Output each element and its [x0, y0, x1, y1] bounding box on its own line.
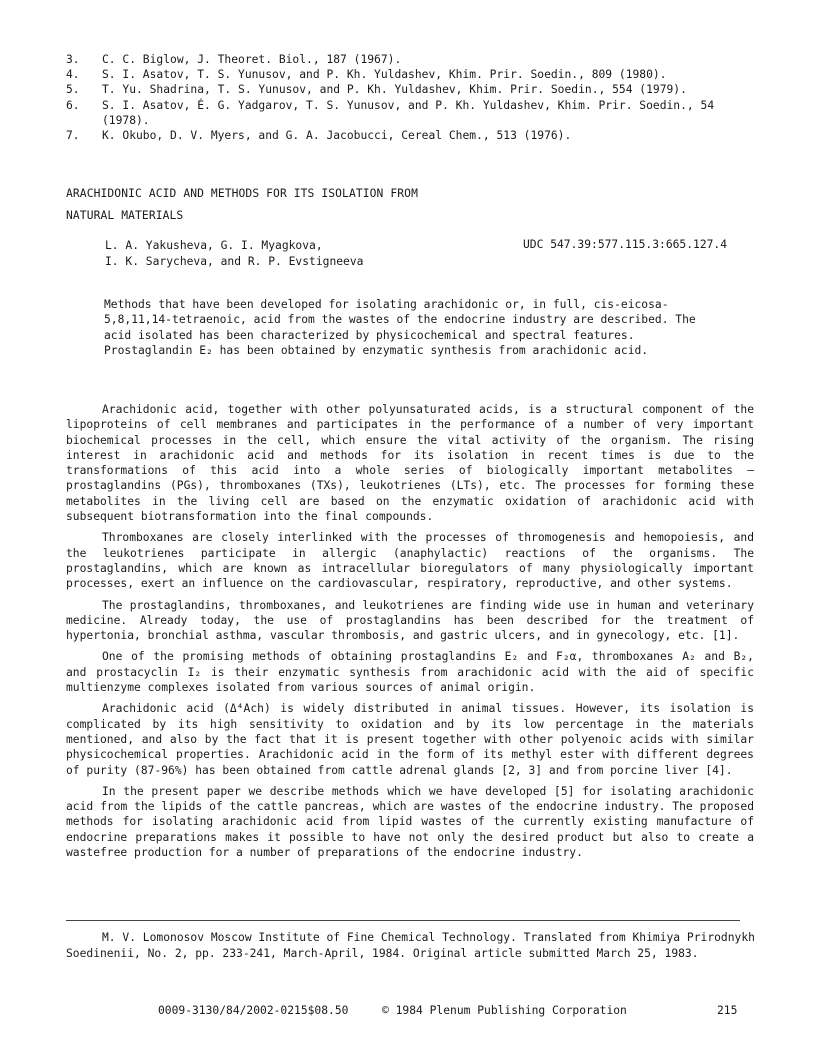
- reference-text: C. C. Biglow, J. Theoret. Biol., 187 (1967).: [102, 53, 402, 66]
- reference-list: [66, 52, 756, 143]
- abstract: Methods that have been developed for isolating arachidonic or, in full, cis-eicosa-5,8,11,14-tetraenoic, acid from the wastes of the endocrine industry are described. The acid isolated has been characterized by physicochemical and spectral features. Prostaglandin E₂ has been obtained by enzymatic synthesis from arachidonic acid.: [104, 298, 696, 357]
- reference-text: T. Yu. Shadrina, T. S. Yunusov, and P. Kh. Yuldashev, Khim. Prir. Soedin., 554 (1979).: [102, 83, 687, 97]
- authors-line-1: L. A. Yakusheva, G. I. Myagkova,: [105, 239, 323, 252]
- article-title-line-2: NATURAL MATERIALS: [66, 209, 184, 222]
- reference-number: 7.: [66, 129, 80, 143]
- copyright-notice: © 1984 Plenum Publishing Corporation: [382, 1004, 627, 1017]
- reference-number: 6.: [66, 98, 80, 112]
- reference-item: [66, 98, 756, 128]
- reference-number: 4.: [66, 68, 80, 82]
- article-body: [66, 402, 754, 866]
- reference-item: [66, 52, 756, 67]
- reference-item: [66, 82, 756, 97]
- reference-number: 3.: [66, 53, 80, 66]
- udc-code: UDC 547.39:577.115.3:665.127.4: [523, 238, 728, 251]
- reference-text: S. I. Asatov, T. S. Yunusov, and P. Kh. Yuldashev, Khim. Prir. Soedin., 809 (1980).: [102, 68, 667, 82]
- reference-item: [66, 67, 756, 82]
- body-paragraph: The prostaglandins, thromboxanes, and leukotrienes are finding wide use in human and veterinary medicine. Already today, the use of prostaglandins has been described for the treatment of hypertonia, bronchial asthma, vascular thrombosis, and gastric ulcers, and in gynecology, etc. [1].: [66, 598, 754, 643]
- footnote-divider: [66, 920, 740, 921]
- body-paragraph: One of the promising methods of obtaining prostaglandins E₂ and F₂α, thromboxanes A₂ and B₂, and prostacyclin I₂ is their enzymatic synthesis from arachidonic acid with the aid of specific multienzyme complexes isolated from various sources of animal origin.: [66, 650, 754, 695]
- body-paragraph: Arachidonic acid (Δ⁴Ach) is widely distributed in animal tissues. However, its isolation is complicated by its high sensitivity to oxidation and by its low percentage in the materials mentioned, and also by the fact that it is present together with other polyenoic acids with similar physicochemical properties. Arachidonic acid in the form of its methyl ester with different degrees of purity (87-96%) has been obtained from cattle adrenal glands [2, 3] and from porcine liver [4].: [66, 702, 754, 777]
- reference-text: K. Okubo, D. V. Myers, and G. A. Jacobucci, Cereal Chem., 513 (1976).: [102, 129, 572, 143]
- body-paragraph: Arachidonic acid, together with other polyunsaturated acids, is a structural component of the lipoproteins of cell membranes and participates in the performance of a number of very important biochemical processes in the cell, which ensure the vital activity of the organism. The rising interest in arachidonic acid and methods for its isolation in recent times is due to the transformations of this acid into a whole series of biologically important metabolites — prostaglandins (PGs), thromboxanes (TXs), leukotrienes (LTs), etc. The processes for forming these metabolites in the living cell are based on the enzymatic oxidation of arachidonic acid with subsequent biotransformation into the final compounds.: [66, 403, 754, 524]
- reference-text: S. I. Asatov, É. G. Yadgarov, T. S. Yunusov, and P. Kh. Yuldashev, Khim. Prir. Soedin., 54 (1978).: [102, 98, 715, 127]
- body-paragraph: In the present paper we describe methods which we have developed [5] for isolating arachidonic acid from the lipids of the cattle pancreas, which are wastes of the endocrine industry. The proposed methods for isolating arachidonic acid from lipid wastes of the currently existing manufacture of endocrine preparations makes it possible to have not only the desired product but also to create a wastefree production for a number of preparations of the endocrine industry.: [66, 784, 754, 860]
- authors-line-2: I. K. Sarycheva, and R. P. Evstigneeva: [105, 255, 364, 268]
- reference-number: 5.: [66, 83, 80, 97]
- journal-code: 0009-3130/84/2002-0215$08.50: [158, 1004, 349, 1017]
- article-title-line-1: ARACHIDONIC ACID AND METHODS FOR ITS ISOLATION FROM: [66, 187, 418, 200]
- affiliation-footnote: M. V. Lomonosov Moscow Institute of Fine Chemical Technology. Translated from Khimiya Prirodnykh Soedinenii, No. 2, pp. 233-241, March-April, 1984. Original article submitted March 25, 1983.: [66, 931, 755, 960]
- author-list: [105, 238, 363, 270]
- body-paragraph: Thromboxanes are closely interlinked with the processes of thromogenesis and hemopoiesis, and the leukotrienes participate in allergic (anaphylactic) reactions of the organisms. The prostaglandins, which are known as intracellular bioregulators of many physiologically important processes, exert an influence on the cardiovascular, respiratory, reproductive, and other systems.: [66, 531, 754, 591]
- page-number: 215: [717, 1004, 738, 1017]
- reference-item: [66, 128, 756, 143]
